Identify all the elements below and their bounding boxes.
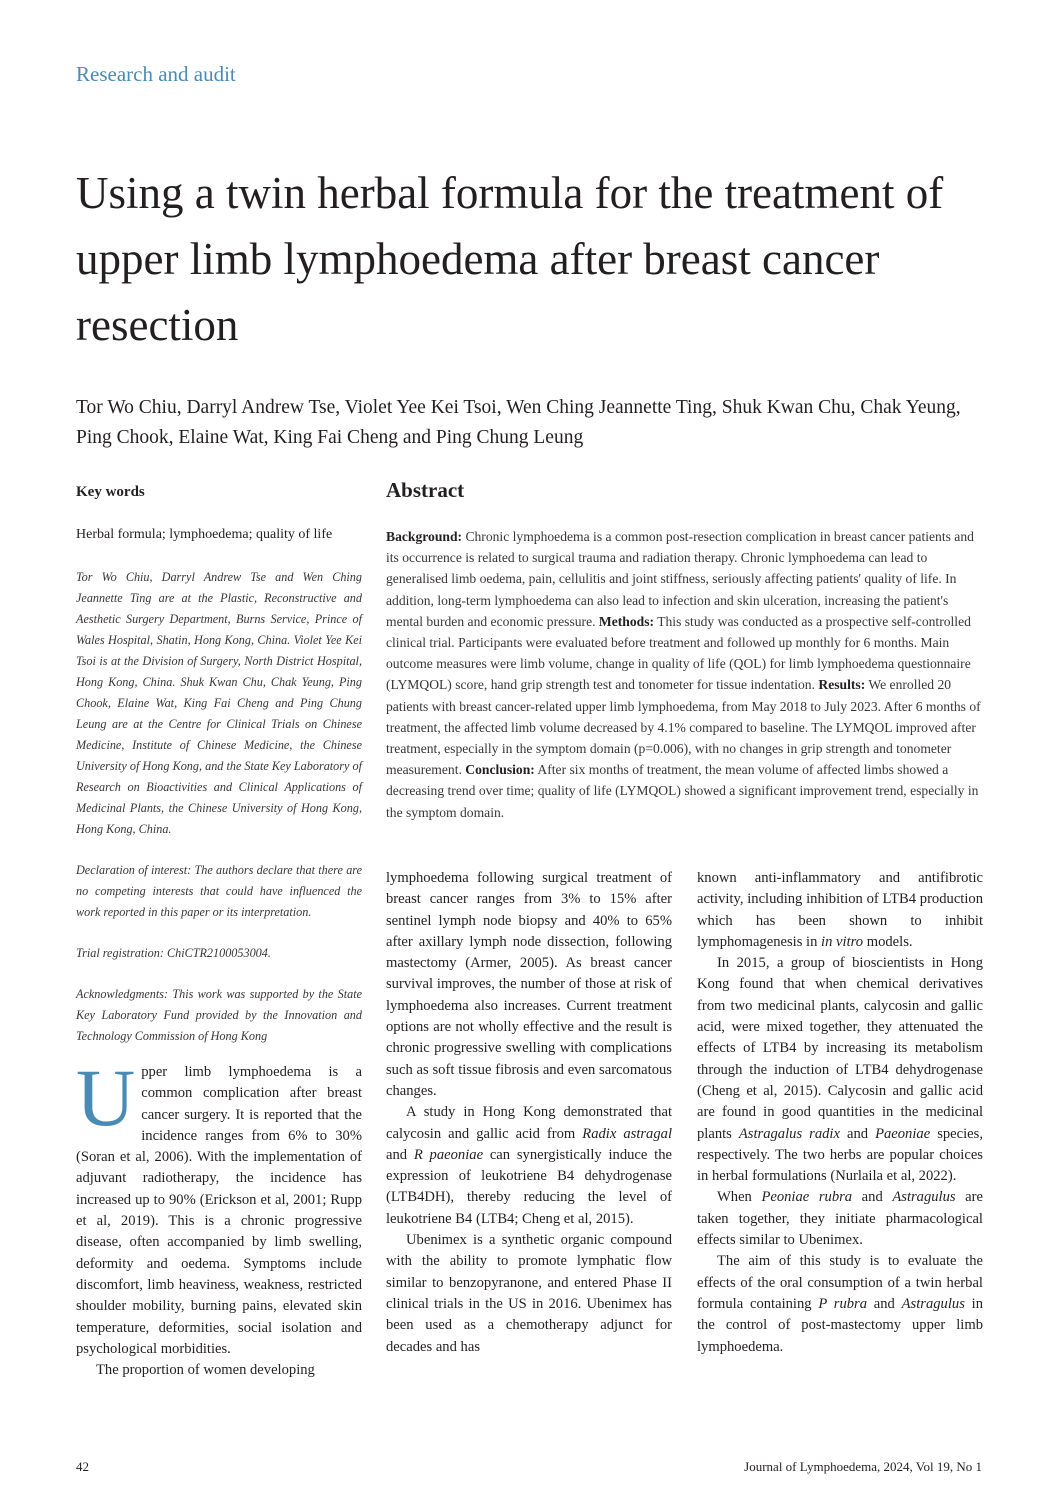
abstract-heading: Abstract [386, 478, 465, 502]
body-paragraph: The proportion of women developing [96, 1362, 315, 1379]
body-column-2 [386, 868, 672, 1358]
text-run: in the control of post-mastectomy upper limb lymphoedema. [697, 1295, 983, 1355]
italic-run: Peoniae rubra [761, 1189, 853, 1206]
italic-run: P rubra [818, 1295, 868, 1312]
body-paragraph [697, 953, 983, 1187]
abstract-methods-label: Methods: [598, 613, 655, 629]
text-run: In 2015, a group of bioscientists in Hong Kong found that when chemical derivatives from two medicinal plants, calycosin and gallic acid, were mixed together, they attenuated the effects of LTB4 by increasing its metabolism through the induction of LTB4 dehydrogenase (Cheng et al, 2015). Calycosin and gallic acid are found in good quantities in the medicinal plants [697, 955, 983, 1142]
text-run: The aim of this study is to evaluate the effects of the oral consumption of a twin herbal formula containing [697, 1253, 983, 1312]
body-paragraph [76, 1052, 362, 1360]
author-list: Tor Wo Chiu, Darryl Andrew Tse, Violet Yee Kei Tsoi, Wen Ching Jeannette Ting, Shuk Kwan Chu, Chak Yeung, Ping Chook, Elaine Wat, King Fai Cheng and Ping Chung Leung [76, 397, 961, 448]
text-run: can synergistically induce the expression of leukotriene B4 dehydrogenase (LTB4DH), thereby reducing the level of leukotriene B4 (LTB4; Cheng et al, 2015). [386, 1146, 672, 1227]
abstract-methods: This study was conducted as a prospective self-controlled clinical trial. Participants were evaluated before treatment and followed up monthly for 6 months. Main outcome measures were limb volume, change in quality of life (QOL) for limb lymphoedema questionnaire (LYMQOL) score, hand grip strength test and tonometer for tissue indentation. [386, 613, 971, 693]
declaration-of-interest: Declaration of interest: The authors declare that there are no competing interests that could have influenced the work reported in this paper or its interpretation. [76, 863, 362, 919]
text-run: species, respectively. The two herbs are popular choices in herbal formulations (Nurlaila et al, 2022). [697, 1125, 983, 1185]
body-column-3 [697, 868, 983, 1358]
body-paragraph [386, 1102, 672, 1230]
italic-run: R paeoniae [413, 1146, 484, 1163]
text-run: models. [863, 933, 913, 950]
italic-run: in vitro [821, 933, 864, 950]
text-run: A study in Hong Kong demonstrated that calycosin and gallic acid from [386, 1104, 672, 1142]
page-number: 42 [76, 1459, 89, 1474]
section-label: Research and audit [76, 62, 236, 86]
abstract-results-label: Results: [818, 677, 866, 693]
italic-run: Radix astragal [582, 1125, 672, 1142]
text-run: When [717, 1189, 762, 1206]
author-affiliations: Tor Wo Chiu, Darryl Andrew Tse and Wen Ching Jeannette Ting are at the Plastic, Reconstructive and Aesthetic Surgery Department, Burns Service, Prince of Wales Hospital, Shatin, Hong Kong, China. Violet Yee Kei Tsoi is at the Division of Surgery, North District Hospital, Hong Kong, China. Shuk Kwan Chu, Chak Yeung, Ping Chook, Elaine Wat, King Fai Cheng and Ping Chung Leung are at the Centre for Clinical Trials on Chinese Medicine, Institute of Chinese Medicine, the Chinese University of Hong Kong, and the State Key Laboratory of Research on Bioactivities and Clinical Applications of Medicinal Plants, the Chinese University of Hong Kong, Hong Kong, China. [76, 570, 362, 836]
abstract-text [386, 526, 982, 823]
body-paragraph: lymphoedema following surgical treatment of breast cancer ranges from 3% to 15% after sentinel lymph node biopsy and 40% to 65% after axillary lymph node dissection, following mastectomy (Armer, 2005). As breast cancer survival improves, the number of those at risk of lymphoedema also increases. Current treatment options are not wholly effective and the result is chronic progressive swelling with complications such as soft tissue fibrosis and even sarcomatous changes. [386, 870, 672, 1099]
abstract-results: We enrolled 20 patients with breast cancer-related upper limb lymphoedema, from May 2018 to July 2023. After 6 months of treatment, the affected limb volume decreased by 4.1% compared to baseline. The LYMQOL improved after treatment, especially in the symptom domain (p=0.006), with no changes in grip strength and tonometer measurement. [386, 677, 981, 778]
italic-run: Astragulus [892, 1189, 956, 1206]
abstract-conclusion-label: Conclusion: [465, 762, 535, 778]
italic-run: Astragulus [901, 1295, 965, 1312]
body-column-1 [76, 1052, 362, 1381]
keywords-heading: Key words [76, 484, 145, 500]
text-run: and [867, 1295, 902, 1312]
body-paragraph [697, 1187, 983, 1251]
journal-citation: Journal of Lymphoedema, 2024, Vol 19, No 1 [744, 1459, 982, 1474]
body-paragraph [697, 868, 983, 953]
italic-run: Paeoniae [875, 1125, 931, 1142]
abstract-background-label: Background: [386, 529, 463, 544]
text-run: known anti-inflammatory and antifibrotic activity, including inhibition of LTB4 production which has been shown to inhibit lymphomagenesis in [697, 870, 983, 950]
drop-cap: U [76, 1052, 136, 1143]
acknowledgments: Acknowledgments: This work was supported by the State Key Laboratory Fund provided by the Innovation and Technology Commission of Hong Kong [76, 987, 362, 1043]
body-paragraph [697, 1251, 983, 1357]
keywords-text: Herbal formula; lymphoedema; quality of life [76, 527, 333, 542]
article-title: Using a twin herbal formula for the treatment of upper limb lymphoedema after breast cancer resection [76, 168, 944, 350]
body-paragraph: Ubenimex is a synthetic organic compound with the ability to promote lymphatic flow similar to benzopyranone, and entered Phase II clinical trials in the US in 2016. Ubenimex has been used as a chemotherapy adjunct for decades and has [386, 1232, 672, 1355]
sidebar-column [76, 484, 362, 1067]
abstract-conclusion: After six months of treatment, the mean volume of affected limbs showed a decreasing trend over time; quality of life (LYMQOL) showed a significant improvement trend, especially in the symptom domain. [386, 762, 979, 820]
text-run: and [386, 1146, 414, 1163]
text-run: and [852, 1189, 893, 1206]
italic-run: Astragalus radix [738, 1125, 840, 1142]
trial-registration: Trial registration: ChiCTR2100053004. [76, 946, 271, 960]
intro-text: pper limb lymphoedema is a common complication after breast cancer surgery. It is reported that the incidence ranges from 6% to 30% (Soran et al, 2006). With the implementation of adjuvant radiotherapy, the incidence has increased up to 90% (Erickson et al, 2001; Rupp et al, 2019). This is a chronic progressive disease, often accompanied by limb swelling, deformity and oedema. Symptoms include discomfort, limb heaviness, weakness, restricted shoulder mobility, burning pains, elevated skin temperature, deformities, social isolation and psychological morbidities. [76, 1064, 362, 1357]
abstract-background: Chronic lymphoedema is a common post-resection complication in breast cancer patients and its occurrence is related to surgical trauma and radiation therapy. Chronic lymphoedema can lead to generalised limb oedema, pain, cellulitis and joint stiffness, seriously affecting patients' quality of life. In addition, long-term lymphoedema can also lead to infection and skin ulceration, increasing the patient's mental burden and economic pressure. [386, 529, 974, 629]
text-run: are taken together, they initiate pharmacological effects similar to Ubenimex. [697, 1189, 983, 1249]
text-run: and [839, 1125, 876, 1142]
